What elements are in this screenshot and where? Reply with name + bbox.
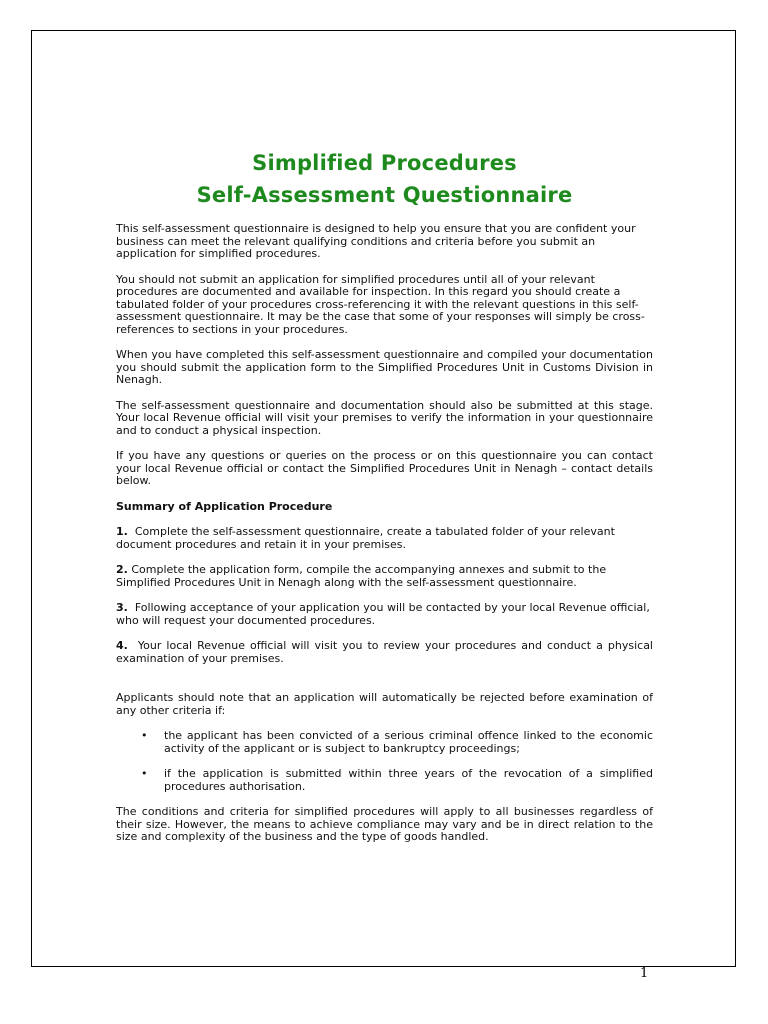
- title-block: [116, 147, 653, 211]
- document-body: [116, 147, 657, 857]
- step-number: 1.: [116, 525, 128, 538]
- step-number: 3.: [116, 601, 128, 614]
- step-text: Complete the self-assessment questionnaire, create a tabulated folder of your relevant document procedures and retain it in your premises.: [116, 525, 619, 551]
- rejection-intro: Applicants should note that an application will automatically be rejected before examination of any other criteria if:: [116, 691, 653, 717]
- closing-paragraph: The conditions and criteria for simplified procedures will apply to all businesses regardless of their size. However, the means to achieve compliance may vary and be in direct relation to the size and complexity of the business and the type of goods handled.: [116, 805, 653, 843]
- list-item: [116, 730, 653, 755]
- step-number: 2.: [116, 563, 128, 576]
- intro-paragraph-1: This self-assessment questionnaire is designed to help you ensure that you are confident your business can meet the relevant qualifying conditions and criteria before you submit an application for simplified procedures.: [116, 222, 636, 260]
- page-number: 1: [640, 966, 649, 981]
- document-title-line-1: Simplified Procedures: [252, 151, 517, 175]
- procedure-step-4: [116, 639, 657, 665]
- procedure-step-1: [116, 526, 653, 551]
- list-item: [116, 768, 653, 793]
- document-title-line-2: Self-Assessment Questionnaire: [196, 183, 573, 207]
- intro-paragraph-5: If you have any questions or queries on the process or on this questionnaire you can contact your local Revenue official or contact the Simplified Procedures Unit in Nenagh – contact details below.: [116, 449, 653, 487]
- intro-paragraph-3: When you have completed this self-assessment questionnaire and compiled your documentation you should submit the application form to the Simplified Procedures Unit in Customs Division in Nenagh.: [116, 348, 653, 386]
- spacer: [116, 678, 653, 692]
- step-number: 4.: [116, 639, 128, 652]
- procedure-step-3: [116, 602, 653, 627]
- step-text: Complete the application form, compile the accompanying annexes and submit to the Simplified Procedures Unit in Nenagh along with the self-assessment questionnaire.: [116, 563, 610, 589]
- step-text: Following acceptance of your application you will be contacted by your local Revenue official, who will request your documented procedures.: [116, 601, 654, 627]
- procedure-step-2: [116, 564, 653, 589]
- rejection-criteria-list: [116, 730, 653, 793]
- bullet-icon: •: [141, 767, 148, 780]
- intro-paragraph-4: The self-assessment questionnaire and documentation should also be submitted at this stage. Your local Revenue official will visit your premises to verify the information in your questionnaire and to conduct a physical inspection.: [116, 398, 653, 437]
- step-text: Your local Revenue official will visit you to review your procedures and conduct a physical examination of your premises.: [116, 639, 657, 665]
- bullet-icon: •: [141, 729, 148, 742]
- summary-heading: Summary of Application Procedure: [116, 499, 333, 513]
- list-item-text: the applicant has been convicted of a serious criminal offence linked to the economic activity of the applicant or is subject to bankruptcy proceedings;: [164, 729, 653, 755]
- intro-paragraph-2: You should not submit an application for simplified procedures until all of your relevant procedures are documented and available for inspection. In this regard you should create a tabulated folder of your procedures cross-referencing it with the relevant questions in this self-assessment questionnaire. It may be the case that some of your responses will simply be cross-references to sections in your procedures.: [116, 272, 645, 336]
- list-item-text: if the application is submitted within three years of the revocation of a simplified procedures authorisation.: [164, 767, 653, 793]
